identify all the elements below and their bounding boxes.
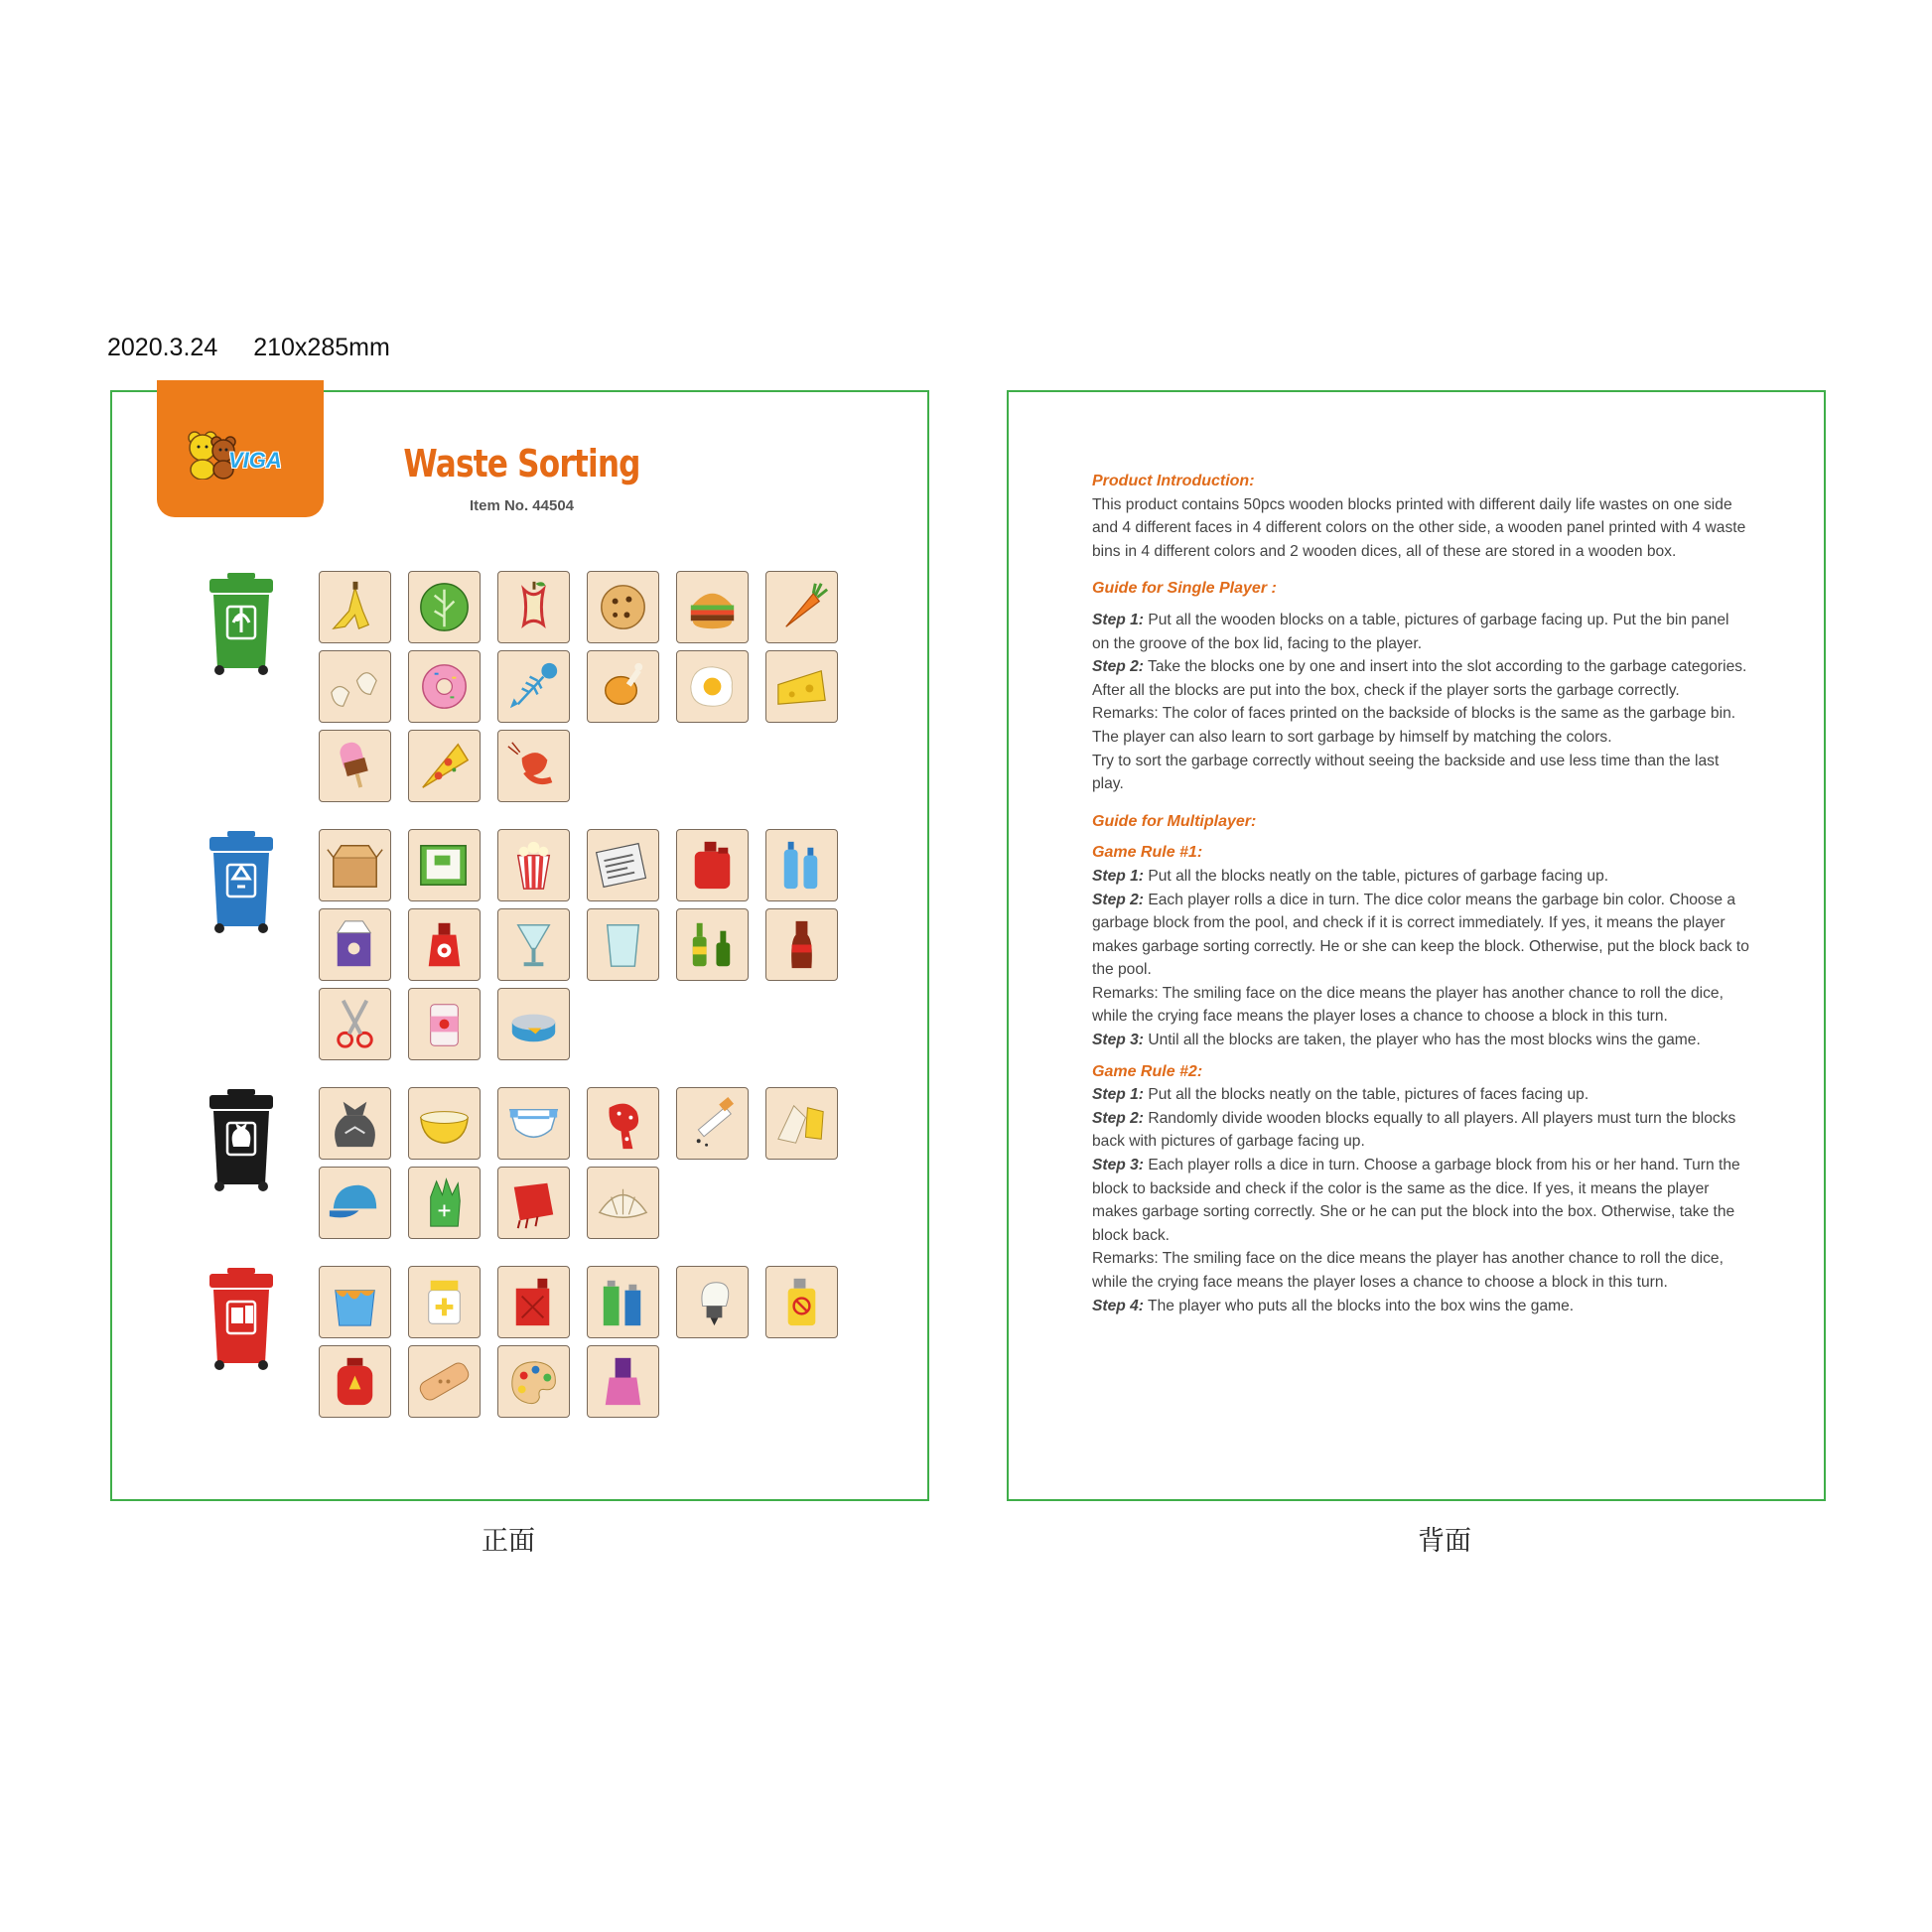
- step-paragraph: [1092, 1247, 1749, 1294]
- milk-carton-icon: [319, 908, 391, 981]
- bowl-icon: [408, 1087, 481, 1160]
- intro-heading: Product Introduction:: [1092, 473, 1255, 489]
- detergent-bottle-icon: [676, 829, 749, 901]
- wine-glass-icon: [497, 908, 570, 981]
- step-label: Step 4:: [1092, 1297, 1144, 1314]
- popcorn-icon: [497, 829, 570, 901]
- step-label: Step 1:: [1092, 867, 1144, 885]
- step-text: Try to sort the garbage correctly without seeing the backside and use less time than the last play.: [1092, 752, 1720, 793]
- step-text: Until all the blocks are taken, the player who has the most blocks wins the game.: [1144, 1032, 1701, 1049]
- glass-bottles-icon: [676, 908, 749, 981]
- step-label: Step 3:: [1092, 1032, 1144, 1049]
- apple-core-icon: [497, 571, 570, 643]
- cola-bottle-icon: [765, 908, 838, 981]
- step-text: Put all the blocks neatly on the table, pictures of faces facing up.: [1144, 1086, 1589, 1104]
- step-label: Step 3:: [1092, 1157, 1144, 1174]
- multi-heading: Guide for Multiplayer:: [1092, 812, 1257, 830]
- front-caption: 正面: [482, 1526, 535, 1557]
- ketchup-icon: [408, 908, 481, 981]
- light-bulb-icon: [676, 1266, 749, 1338]
- newspaper-icon: [587, 829, 659, 901]
- fish-bone-icon: [497, 650, 570, 723]
- fuel-can-icon: [497, 1266, 570, 1338]
- tuna-can-icon: [497, 988, 570, 1060]
- step-paragraph: [1092, 1154, 1749, 1247]
- recyclable-bin-icon: [207, 831, 275, 934]
- eggshell-icon: [319, 650, 391, 723]
- palette-icon: [497, 1345, 570, 1418]
- batteries-icon: [587, 1266, 659, 1338]
- book-icon: [408, 829, 481, 901]
- step-paragraph: [1092, 609, 1749, 655]
- step-label: Step 2:: [1092, 658, 1144, 676]
- date-label: 2020.3.24: [107, 334, 218, 361]
- chicken-leg-icon: [587, 650, 659, 723]
- medicine-icon: [408, 1266, 481, 1338]
- step-paragraph: [1092, 702, 1749, 749]
- ice-cream-icon: [319, 730, 391, 802]
- step-text: The player who puts all the blocks into the box wins the game.: [1144, 1297, 1575, 1314]
- water-bottles-icon: [765, 829, 838, 901]
- can-icon: [408, 988, 481, 1060]
- paint-bucket-icon: [319, 1266, 391, 1338]
- step-label: Step 2:: [1092, 891, 1144, 908]
- rule1-steps: [1092, 865, 1749, 1052]
- step-paragraph: [1092, 1083, 1749, 1107]
- burger-icon: [676, 571, 749, 643]
- nail-polish-icon: [587, 1345, 659, 1418]
- donut-icon: [408, 650, 481, 723]
- food-waste-bin-icon: [207, 573, 275, 676]
- cheese-icon: [765, 650, 838, 723]
- garbage-bag-icon: [319, 1087, 391, 1160]
- front-panel: [110, 390, 929, 1501]
- rule2-steps: [1092, 1083, 1749, 1317]
- back-panel: [1007, 390, 1826, 1501]
- spray-can-icon: [765, 1266, 838, 1338]
- step-paragraph: [1092, 1295, 1749, 1318]
- diaper-icon: [497, 1087, 570, 1160]
- logo-text: VIGA: [228, 448, 282, 473]
- cookie-icon: [587, 571, 659, 643]
- banana-peel-icon: [319, 571, 391, 643]
- step-text: Take the blocks one by one and insert into the slot according to the garbage categories. After all the blocks are put into the box, check if the player sorts the garbage correctly.: [1092, 658, 1747, 699]
- step-text: Each player rolls a dice in turn. Choose a garbage block from his or her hand. Turn the block to backside and check if the color is the same as the dice. If yes, it means the player makes garbage sorting correctly. She or he can put the block into the box. Otherwise, take the block back.: [1092, 1157, 1740, 1244]
- scissors-icon: [319, 988, 391, 1060]
- header-meta: [107, 334, 426, 362]
- step-paragraph: [1092, 889, 1749, 982]
- cardboard-box-icon: [319, 829, 391, 901]
- size-label: 210x285mm: [253, 334, 390, 361]
- lettuce-icon: [408, 571, 481, 643]
- step-text: Randomly divide wooden blocks equally to all players. All players must turn the blocks back with pictures of garbage facing up.: [1092, 1109, 1736, 1151]
- step-text: Remarks: The color of faces printed on the backside of blocks is the same as the garbage bin. The player can also learn to sort garbage by himself by matching the colors.: [1092, 705, 1736, 746]
- single-steps: [1092, 609, 1749, 796]
- carrot-icon: [765, 571, 838, 643]
- fried-egg-icon: [676, 650, 749, 723]
- step-text: Put all the wooden blocks on a table, pictures of garbage facing up. Put the bin panel on the groove of the box lid, facing to the player.: [1092, 611, 1729, 652]
- step-label: Step 1:: [1092, 1086, 1144, 1104]
- cigarette-icon: [676, 1087, 749, 1160]
- back-caption: 背面: [1418, 1526, 1471, 1557]
- cap-icon: [319, 1167, 391, 1239]
- step-paragraph: [1092, 750, 1749, 796]
- step-text: Remarks: The smiling face on the dice means the player has another chance to roll the dice, while the crying face means the player loses a chance to choose a block in this turn.: [1092, 984, 1724, 1026]
- single-heading: Guide for Single Player :: [1092, 580, 1277, 598]
- shell-icon: [587, 1167, 659, 1239]
- step-paragraph: [1092, 1107, 1749, 1154]
- step-paragraph: [1092, 655, 1749, 702]
- glass-cup-icon: [587, 908, 659, 981]
- step-paragraph: [1092, 982, 1749, 1029]
- rule1-heading: Game Rule #1:: [1092, 844, 1203, 862]
- page-title: Waste Sorting: [403, 442, 640, 485]
- rule2-heading: Game Rule #2:: [1092, 1062, 1203, 1080]
- pizza-icon: [408, 730, 481, 802]
- step-text: Put all the blocks neatly on the table, pictures of garbage facing up.: [1144, 867, 1609, 885]
- intro-text: This product contains 50pcs wooden blocks printed with different daily life wastes on one side and 4 different faces in 4 different colors on the other side, a wooden panel printed with 4 waste bins in 4 different colors and 2 wooden dices, all of these are stored in a wooden box.: [1092, 495, 1746, 560]
- glove-icon: [408, 1167, 481, 1239]
- bandage-icon: [408, 1345, 481, 1418]
- item-number: Item No. 44504: [469, 497, 575, 514]
- towel-icon: [497, 1167, 570, 1239]
- scarf-icon: [587, 1087, 659, 1160]
- step-paragraph: [1092, 1029, 1749, 1052]
- step-label: Step 1:: [1092, 611, 1144, 628]
- step-label: Step 2:: [1092, 1109, 1144, 1127]
- step-text: Each player rolls a dice in turn. The dice color means the garbage bin color. Choose a garbage block from the pool, and check if it is correct immediately. If yes, it means the player makes garbage sorting correctly. He or she can keep the block. Otherwise, put the block back to the pool.: [1092, 891, 1749, 979]
- step-paragraph: [1092, 865, 1749, 889]
- other-waste-bin-icon: [207, 1089, 275, 1192]
- broken-ceramic-icon: [765, 1087, 838, 1160]
- shrimp-icon: [497, 730, 570, 802]
- gas-cylinder-icon: [319, 1345, 391, 1418]
- instructions: [1092, 470, 1749, 1317]
- step-text: Remarks: The smiling face on the dice means the player has another chance to roll the dice, while the crying face means the player loses a chance to choose a block in this turn.: [1092, 1250, 1724, 1291]
- hazardous-bin-icon: [207, 1268, 275, 1371]
